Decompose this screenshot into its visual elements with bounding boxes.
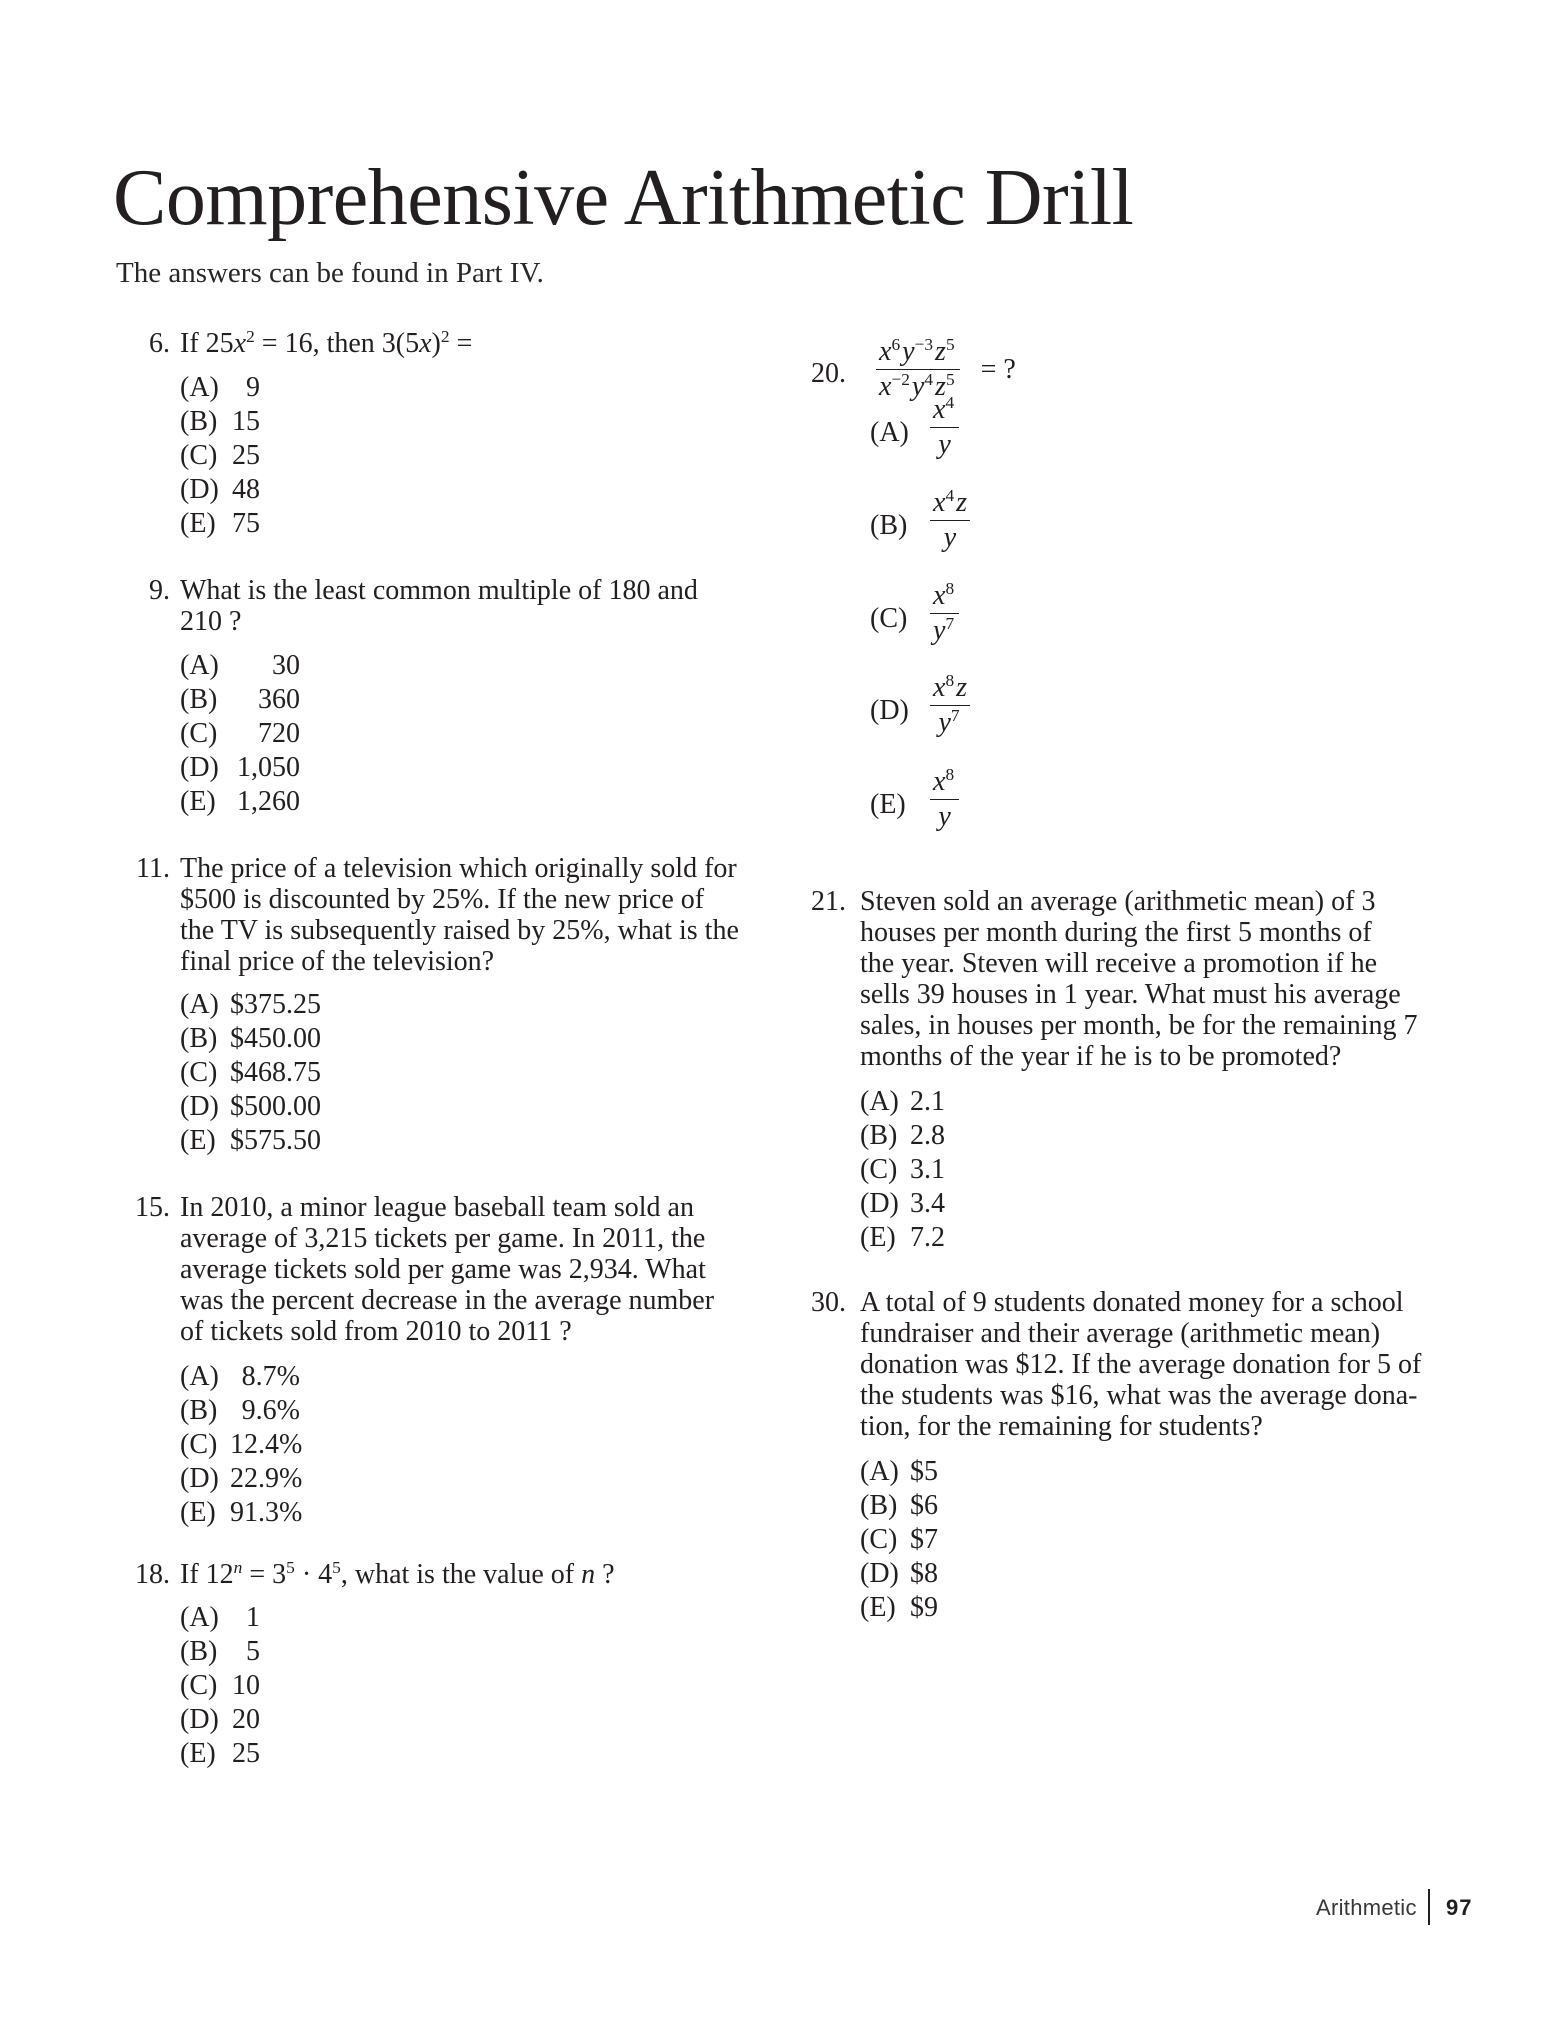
stem-line: months of the year if he is to be promoted? xyxy=(860,1041,1342,1072)
question-stem xyxy=(180,1192,714,1347)
option-value: 1,050 xyxy=(237,752,300,783)
stem-line: the year. Steven will receive a promotion if he xyxy=(860,948,1378,979)
option-label: (B) xyxy=(180,1636,218,1667)
option-label: (A) xyxy=(180,650,219,681)
answer-option[interactable] xyxy=(860,1119,945,1153)
variable: y xyxy=(902,336,915,367)
variable: x xyxy=(879,371,892,402)
variable: z xyxy=(935,371,946,402)
option-value: $5 xyxy=(910,1456,938,1487)
option-value: 720 xyxy=(258,718,300,749)
exponent: 7 xyxy=(945,614,955,634)
exponent: 4 xyxy=(924,370,934,390)
answer-option[interactable] xyxy=(180,1394,300,1428)
answer-options xyxy=(860,1085,945,1255)
answer-option[interactable] xyxy=(180,1496,303,1530)
variable: y xyxy=(938,429,951,460)
option-value: 48 xyxy=(232,474,260,505)
exponent: 5 xyxy=(945,335,955,355)
option-value: 91.3% xyxy=(230,1497,303,1528)
answer-option[interactable] xyxy=(180,988,321,1022)
option-value: 25 xyxy=(232,440,260,471)
answer-option[interactable] xyxy=(860,1221,945,1255)
answer-option[interactable] xyxy=(180,1737,260,1771)
option-fraction xyxy=(930,671,970,740)
option-label: (D) xyxy=(860,1188,899,1219)
option-value: 2.1 xyxy=(910,1086,945,1117)
option-label: (D) xyxy=(180,1704,219,1735)
question-number: 18. xyxy=(135,1559,170,1590)
stem-line: A total of 9 students donated money for a school xyxy=(860,1287,1404,1318)
answer-option[interactable] xyxy=(860,1187,945,1221)
option-value: $500.00 xyxy=(230,1091,321,1122)
option-label: (E) xyxy=(860,1222,896,1253)
denominator xyxy=(930,800,959,834)
option-label: (C) xyxy=(180,1057,218,1088)
answer-option[interactable] xyxy=(180,751,300,785)
answer-option[interactable] xyxy=(180,649,300,683)
answer-options xyxy=(180,1360,303,1530)
answer-option[interactable] xyxy=(180,507,260,541)
option-label: (A) xyxy=(860,1086,899,1117)
answer-option[interactable] xyxy=(180,371,260,405)
stem-line: The price of a television which originally sold for xyxy=(180,853,737,884)
option-value: $7 xyxy=(910,1524,938,1555)
option-label: (C) xyxy=(180,718,218,749)
answer-option[interactable] xyxy=(180,1601,260,1635)
answer-option[interactable] xyxy=(180,1124,321,1158)
exponent: −3 xyxy=(914,335,934,355)
answer-options xyxy=(180,649,300,819)
stem-line: In 2010, a minor league baseball team sold an xyxy=(180,1192,694,1223)
option-label: (A) xyxy=(180,372,219,403)
option-value: 1 xyxy=(246,1602,260,1633)
option-value: 8.7% xyxy=(241,1361,300,1392)
option-label: (A) xyxy=(860,1456,899,1487)
option-label: (E) xyxy=(180,1738,216,1769)
page-number: 97 xyxy=(1446,1895,1473,1920)
option-label: (D) xyxy=(180,1463,219,1494)
question-number: 21. xyxy=(811,886,846,917)
variable: x xyxy=(933,394,946,425)
stem-line: Steven sold an average (arithmetic mean) of 3 xyxy=(860,886,1376,917)
answer-option[interactable] xyxy=(180,1669,260,1703)
option-value: $9 xyxy=(910,1592,938,1623)
variable: y xyxy=(938,707,951,738)
answer-option[interactable] xyxy=(180,785,300,819)
question-number: 20. xyxy=(811,358,846,389)
option-fraction xyxy=(930,393,959,462)
option-value: 7.2 xyxy=(910,1222,945,1253)
question-stem xyxy=(180,853,739,977)
variable: x xyxy=(879,336,892,367)
stem-line: average tickets sold per game was 2,934. What xyxy=(180,1254,706,1285)
variable: y xyxy=(943,522,957,553)
option-value: 3.1 xyxy=(910,1154,945,1185)
option-fraction xyxy=(930,579,959,648)
option-value: 20 xyxy=(232,1704,260,1735)
option-label: (E) xyxy=(870,789,906,820)
option-value: 360 xyxy=(258,684,300,715)
option-value: $375.25 xyxy=(230,989,321,1020)
variable: z xyxy=(935,336,946,367)
option-value: 3.4 xyxy=(910,1188,945,1219)
option-value: 2.8 xyxy=(910,1120,945,1151)
variable: x xyxy=(933,487,946,518)
option-value: $575.50 xyxy=(230,1125,321,1156)
option-value: 22.9% xyxy=(230,1463,303,1494)
answer-options xyxy=(180,988,321,1158)
variable: y xyxy=(911,371,925,402)
option-label: (C) xyxy=(870,603,908,634)
answer-option[interactable] xyxy=(860,1489,938,1523)
numerator xyxy=(930,765,959,799)
option-label: (B) xyxy=(180,1395,218,1426)
option-label: (C) xyxy=(180,1429,218,1460)
question-number: 30. xyxy=(811,1287,846,1318)
stem-line: tion, for the remaining for students? xyxy=(860,1411,1263,1442)
denominator xyxy=(930,706,970,740)
exponent: 7 xyxy=(950,706,960,726)
answer-option[interactable] xyxy=(180,1022,321,1056)
exponent: 8 xyxy=(945,579,955,599)
question-stem xyxy=(180,575,698,637)
option-value: 1,260 xyxy=(237,786,300,817)
numerator xyxy=(930,671,970,705)
variable: z xyxy=(956,487,968,518)
stem-line: final price of the television? xyxy=(180,946,495,977)
answer-option[interactable] xyxy=(180,1635,260,1669)
variable: x xyxy=(933,766,946,797)
variable: x xyxy=(933,580,946,611)
exponent: 8 xyxy=(945,671,955,691)
stem-line: $500 is discounted by 25%. If the new price of xyxy=(180,884,705,915)
option-label: (D) xyxy=(180,752,219,783)
numerator xyxy=(930,486,970,520)
option-label: (A) xyxy=(180,1602,219,1633)
option-label: (C) xyxy=(180,440,218,471)
option-value: 10 xyxy=(232,1670,260,1701)
exponent: 5 xyxy=(945,370,955,390)
answer-options xyxy=(180,1601,260,1771)
option-label: (E) xyxy=(180,508,216,539)
page-title: Comprehensive Arithmetic Drill xyxy=(113,154,1134,242)
answer-option[interactable] xyxy=(180,405,260,439)
answer-option[interactable] xyxy=(180,1360,300,1394)
stem-line: 210 ? xyxy=(180,606,242,637)
stem-line: houses per month during the first 5 months of xyxy=(860,917,1372,948)
stem-line: fundraiser and their average (arithmetic mean) xyxy=(860,1318,1381,1349)
variable: z xyxy=(956,672,968,703)
answer-options xyxy=(180,371,260,541)
option-label: (D) xyxy=(180,474,219,505)
denominator xyxy=(930,614,959,648)
option-fraction xyxy=(930,486,970,555)
option-value: $450.00 xyxy=(230,1023,321,1054)
question-stem xyxy=(860,886,1418,1072)
numerator xyxy=(876,335,960,369)
option-label: (E) xyxy=(180,786,216,817)
option-label: (B) xyxy=(180,684,218,715)
answer-option[interactable] xyxy=(860,1557,938,1591)
stem-line: What is the least common multiple of 180 and xyxy=(180,575,698,606)
stem-line: sells 39 houses in 1 year. What must his average xyxy=(860,979,1401,1010)
equals-question: = ? xyxy=(980,353,1016,385)
option-label: (E) xyxy=(180,1497,216,1528)
answer-option[interactable] xyxy=(180,439,260,473)
option-fraction xyxy=(930,765,959,834)
answer-option[interactable] xyxy=(180,473,260,507)
answer-options xyxy=(860,1455,938,1625)
exponent: 4 xyxy=(945,393,955,413)
question-number: 11. xyxy=(136,853,170,884)
exponent: 6 xyxy=(891,335,901,355)
option-label: (B) xyxy=(180,406,218,437)
option-value: $468.75 xyxy=(230,1057,321,1088)
option-label: (A) xyxy=(180,1361,219,1392)
option-label: (B) xyxy=(860,1490,898,1521)
option-value: 9.6% xyxy=(241,1395,300,1426)
option-label: (A) xyxy=(180,989,219,1020)
stem-line: average of 3,215 tickets per game. In 2011, the xyxy=(180,1223,706,1254)
variable: x xyxy=(933,672,946,703)
question-stem xyxy=(860,1287,1421,1442)
option-label: (B) xyxy=(180,1023,218,1054)
exponent: 4 xyxy=(945,486,955,506)
question-number: 6. xyxy=(149,328,170,359)
option-value: 5 xyxy=(246,1636,260,1667)
option-value: 75 xyxy=(232,508,260,539)
question-stem: If $12^n = 3^5 \cdot 4^5$, what is the value of n ? xyxy=(180,1558,615,1590)
answer-option[interactable] xyxy=(180,1090,321,1124)
exponent: −2 xyxy=(891,370,910,390)
option-label: (C) xyxy=(860,1524,898,1555)
option-label: (D) xyxy=(860,1558,899,1589)
answer-option[interactable] xyxy=(860,1153,945,1187)
variable: y xyxy=(938,801,951,832)
option-value: $8 xyxy=(910,1558,938,1589)
option-label: (E) xyxy=(860,1592,896,1623)
answer-option[interactable] xyxy=(180,683,300,717)
option-value: $6 xyxy=(910,1490,938,1521)
option-value: 9 xyxy=(246,372,260,403)
option-label: (D) xyxy=(870,695,909,726)
stem-line: the TV is subsequently raised by 25%, what is the xyxy=(180,915,739,946)
stem-line: the students was $16, what was the average dona- xyxy=(860,1380,1418,1411)
option-label: (A) xyxy=(870,417,909,448)
question-number: 15. xyxy=(135,1192,170,1223)
denominator xyxy=(930,428,959,462)
answer-option[interactable] xyxy=(180,1703,260,1737)
answer-option[interactable] xyxy=(180,717,300,751)
question-stem: If $25x^2 = 16$, then $3(5x)^2$ = xyxy=(180,327,473,359)
numerator xyxy=(930,393,959,427)
answer-option[interactable] xyxy=(860,1455,938,1489)
option-value: 30 xyxy=(272,650,300,681)
option-label: (E) xyxy=(180,1125,216,1156)
stem-line: sales, in houses per month, be for the remaining 7 xyxy=(860,1010,1418,1041)
stem-line: of tickets sold from 2010 to 2011 ? xyxy=(180,1316,572,1347)
page-subtitle: The answers can be found in Part IV. xyxy=(116,257,544,289)
denominator xyxy=(930,521,970,555)
numerator xyxy=(930,579,959,613)
question-number: 9. xyxy=(149,575,170,606)
option-label: (B) xyxy=(860,1120,898,1151)
option-label: (D) xyxy=(180,1091,219,1122)
answer-option[interactable] xyxy=(860,1591,938,1625)
option-label: (C) xyxy=(860,1154,898,1185)
answer-option[interactable] xyxy=(860,1085,945,1119)
option-value: 15 xyxy=(232,406,260,437)
stem-line: donation was $12. If the average donation for 5 of xyxy=(860,1349,1422,1380)
answer-option[interactable] xyxy=(860,1523,938,1557)
answer-option[interactable] xyxy=(180,1428,303,1462)
answer-option[interactable] xyxy=(180,1462,303,1496)
footer-section-label: Arithmetic xyxy=(1316,1895,1417,1920)
answer-option[interactable] xyxy=(180,1056,321,1090)
option-label: (C) xyxy=(180,1670,218,1701)
option-value: 25 xyxy=(232,1738,260,1769)
option-label: (B) xyxy=(870,510,908,541)
footer-divider xyxy=(1428,1889,1430,1925)
exponent: 8 xyxy=(945,765,955,785)
variable: y xyxy=(933,615,946,646)
option-value: 12.4% xyxy=(230,1429,303,1460)
stem-line: was the percent decrease in the average number xyxy=(180,1285,715,1316)
